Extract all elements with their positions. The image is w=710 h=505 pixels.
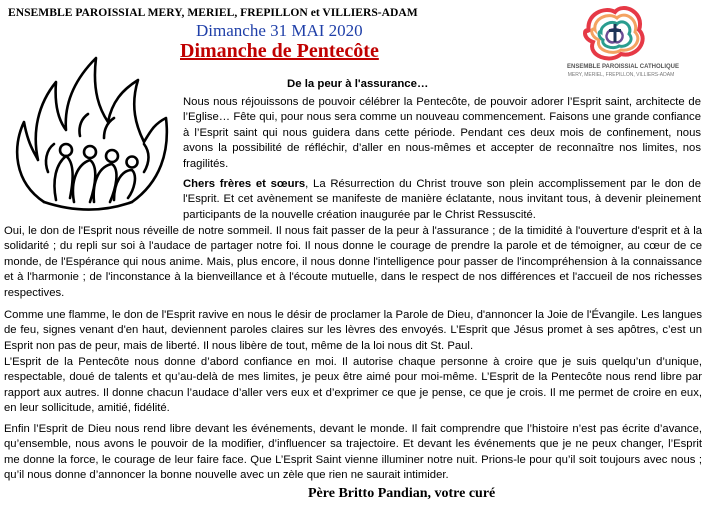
paragraph-gift-of-spirit: Oui, le don de l'Esprit nous réveille de notre sommeil. Il nous fait passer de la peur à l'assurance ; de la timidité à l'ouverture d'esprit et à la solidarité ; du repli sur soi à l'audace de partager notre foi. Il nous donne le courage de prendre la parole et de témoigner, au cœur de ce monde, de l'Espérance qui nous anime. Mais, plus encore, il nous donne l'intelligence pour passer de l'incompréhension à la connaissance et à l'harmonie ; de l'inconstance à la bienveillance et à l'écoute mutuelle, dans le respect de nos différences et l'accueil de nos richesses respectives. [4, 225, 702, 299]
subtitle: De la peur à l'assurance… [287, 78, 429, 90]
greeting-rest: , La Résurrection du Christ trouve son plein accomplissement par le don de l'Esprit. Et cet avènement se manifeste de manière éclatante, nous invitant tous, à devenir pleinement participants de la nouvelle création inaugurée par le Christ Ressuscité. [183, 178, 701, 221]
date-line: Dimanche 31 MAI 2020 [196, 21, 363, 40]
organization-title: ENSEMBLE PAROISSIAL MERY, MERIEL, FREPILLON et VILLIERS-ADAM [8, 6, 418, 19]
paragraph-greeting [183, 177, 701, 223]
paragraph-events: Enfin l’Esprit de Dieu nous rend libre devant les événements, devant le monde. Il fait comprendre que l’histoire n’est pas écrite d’avance, qu’ensemble, nous avons le pouvoir de la modifier, d’influencer sa trajectoire. Et devant les événements que je ne peux changer, l’Esprit me donne la force, le courage de leur faire face. Que L’Esprit Saint vienne illuminer notre nuit. Prions-le pour qu’il soit toujours avec nous ; qu’il nous donne d’annoncer la bonne nouvelle avec un zèle que rien ne saurait intimider. [4, 423, 702, 482]
logo-name: ENSEMBLE PAROISSIAL CATHOLIQUE [566, 64, 679, 70]
logo-towns: MERY, MERIEL, FREPILLON, VILLIERS-ADAM [567, 72, 675, 78]
paragraph-flame: Comme une flamme, le don de l'Esprit ravive en nous le désir de proclamer la Parole de Dieu, d'annoncer la Joie de l'Évangile. Les langues de feu, signes venant d'en haut, deviennent paroles claires sur les lèvres des envoyés. L’Esprit que Jésus promet à ses apôtres, c’est un Esprit non pas de peur, mais de liberté. Il nous libère de tout, même de la loi nous dit St. Paul. [4, 309, 702, 352]
pentecost-flame-icon [4, 52, 174, 212]
signature: Père Britto Pandian, votre curé [308, 486, 496, 501]
paragraph-confidence: L’Esprit de la Pentecôte nous donne d’abord confiance en moi. Il autorise chaque personne à croire que je suis quelqu’un d’unique, respectable, doué de talents et qu’au-delà de mes limites, je peux être aimé pour moi-même. L’Esprit de la Pentecôte nous rend libre par rapport aux autres. Il donne chacun l’audace d’aller vers eux et d’exprimer ce que je pense, ce que je crois. Il me permet de croire en eux, en leur sollicitude, amitié, fidélité. [4, 356, 702, 415]
greeting-lead: Chers frères et sœurs [183, 178, 306, 190]
paragraph-intro: Nous nous réjouissons de pouvoir célébrer la Pentecôte, de pouvoir adorer l’Esprit saint, architecte de l’Eglise… Fête qui, pour nous sera comme un nouveau commencement. Faisons une grande confiance à l’Esprit saint qui nous guidera dans cette période. Pendant ces deux mois de confinement, nous avons la possibilité de réfléchir, d’aller en nous-mêmes et accepter de reconnaître nos limites, nos fragilités. [183, 96, 701, 170]
page-title: Dimanche de Pentecôte [180, 40, 379, 62]
